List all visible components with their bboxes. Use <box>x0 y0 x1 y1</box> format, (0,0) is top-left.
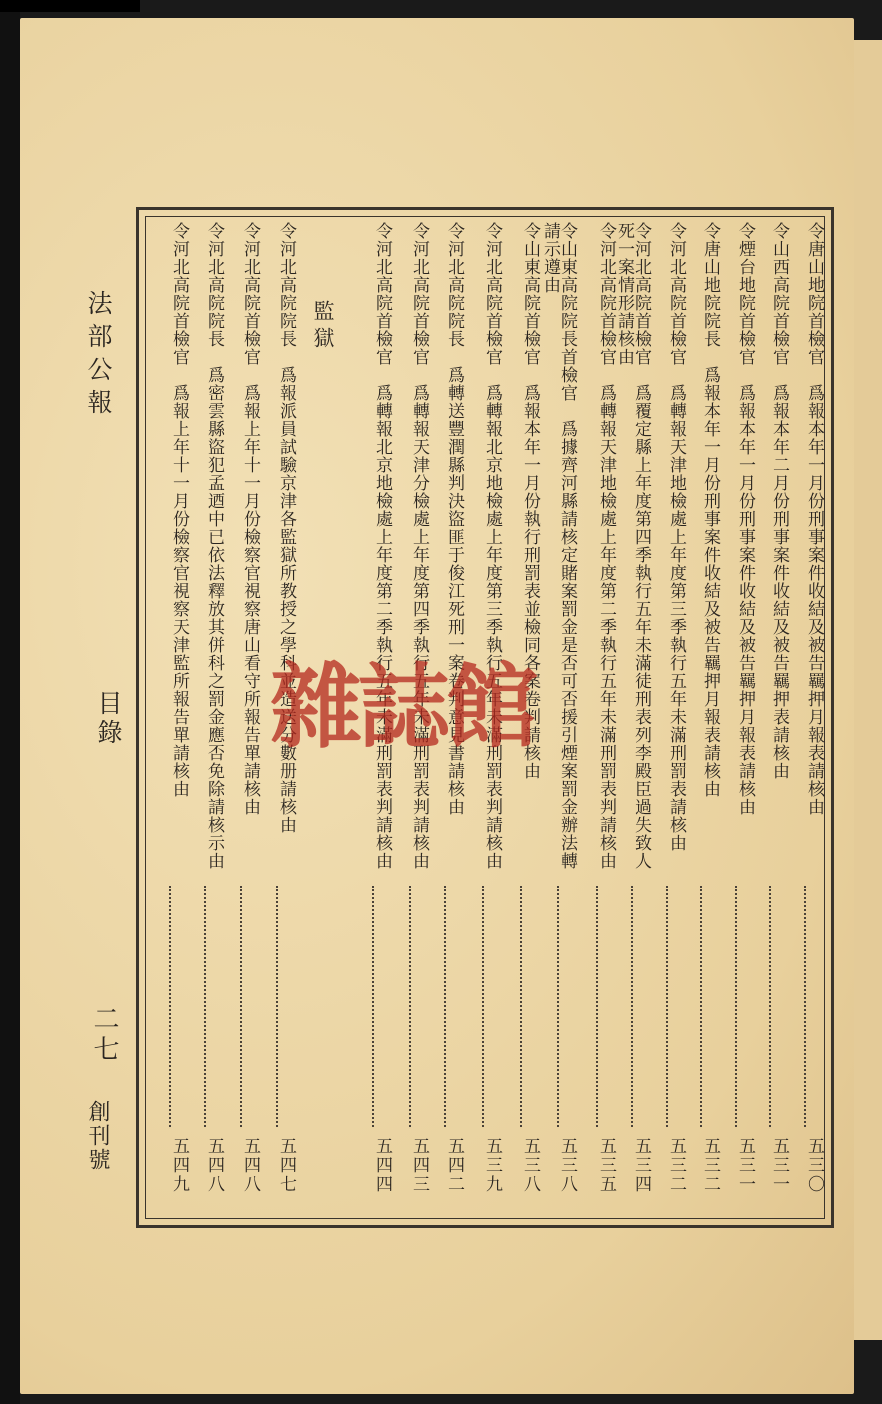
toc-entry <box>506 222 538 1202</box>
watermark-text: 雜誌館 <box>270 653 535 761</box>
toc-entry-addressee: 令山東高院院長首檢官 <box>557 222 577 402</box>
toc-entry <box>755 222 787 1202</box>
toc-entry <box>686 222 718 1202</box>
toc-page-number: 五三九 <box>482 1137 502 1194</box>
toc-entry-gap <box>482 366 502 384</box>
toc-entry <box>614 222 651 1202</box>
toc-page-number: 五三二 <box>700 1137 720 1194</box>
toc-entry-text <box>614 222 651 882</box>
toc-page-number: 五三一 <box>735 1137 755 1194</box>
toc-entry-gap <box>769 366 789 384</box>
toc-entry-gap <box>520 366 540 384</box>
toc-entry-addressee: 令河北高院首檢官 <box>631 222 651 366</box>
toc-entry-subject: 爲報本年一月份刑事案件收結及被告羈押月報表請核由 <box>700 366 720 798</box>
toc-entry-text <box>506 222 538 882</box>
toc-leader-dots <box>444 886 448 1127</box>
toc-leader-dots <box>666 886 670 1127</box>
toc-entry <box>721 222 753 1202</box>
toc-entry-gap <box>631 366 651 384</box>
toc-entry-gap <box>240 366 260 384</box>
toc-entry-subject: 爲報上年十一月份檢察官視察唐山看守所報告單請核由 <box>240 384 260 816</box>
toc-page-number: 五三八 <box>557 1137 577 1194</box>
toc-entry-text <box>721 222 753 882</box>
toc-leader-dots <box>769 886 773 1127</box>
toc-entry-subject: 爲轉報天津分檢處上年度第四季執行五年未滿刑罰表判請核由 <box>409 384 429 870</box>
toc-entry-text <box>262 222 294 882</box>
toc-entry-gap <box>557 402 577 420</box>
toc-entry-gap <box>596 366 616 384</box>
toc-entry-gap <box>804 366 824 384</box>
toc-entry <box>652 222 684 1202</box>
toc-entry <box>395 222 427 1202</box>
toc-entry-addressee: 令河北高院首檢官 <box>372 222 392 366</box>
toc-entry-subject: 爲轉送豐潤縣判決盜匪于俊江死刑一案卷判意見書請核由 <box>444 366 464 816</box>
toc-leader-dots <box>204 886 208 1127</box>
toc-entry-gap <box>204 348 224 366</box>
toc-leader-dots <box>372 886 376 1127</box>
toc-entry-subject: 爲轉報北京地檢處上年度第三季執行五年未滿刑罰表判請核由 <box>482 384 502 870</box>
toc-entry <box>262 222 294 1202</box>
toc-leader-dots <box>700 886 704 1127</box>
toc-entry-gap <box>276 348 296 366</box>
toc-entry-addressee: 令煙台地院首檢官 <box>735 222 755 366</box>
journal-title: 法部公報 <box>84 290 113 422</box>
toc-entry-subject: 爲轉報天津地檢處上年度第二季執行五年未滿刑罰表判請核由 <box>596 384 616 870</box>
toc-entry <box>190 222 222 1202</box>
toc-entry-subject: 爲報本年一月份刑事案件收結及被告羈押月報表請核由 <box>735 384 755 816</box>
toc-entry-subject: 爲報派員試驗京津各監獄所教授之學科並造送分數册請核由 <box>276 366 296 834</box>
toc-entry-text <box>468 222 500 882</box>
toc-page-number: 五三五 <box>596 1137 616 1194</box>
facing-page-edge <box>852 40 882 1340</box>
toc-page-number: 五四七 <box>276 1137 296 1194</box>
toc-entry-addressee: 令唐山地院首檢官 <box>804 222 824 366</box>
toc-entry-subject: 爲轉報天津地檢處上年度第三季執行五年未滿刑罰表請核由 <box>666 384 686 852</box>
toc-entry-gap <box>666 366 686 384</box>
toc-entry-text <box>652 222 684 882</box>
toc-page-number: 五四八 <box>204 1137 224 1194</box>
toc-entry <box>358 222 390 1202</box>
toc-page-number: 五三四 <box>631 1137 651 1194</box>
toc-leader-dots <box>596 886 600 1127</box>
toc-page-number: 五四八 <box>240 1137 260 1194</box>
toc-entry-addressee: 令河北高院首檢官 <box>482 222 502 366</box>
toc-entry <box>155 222 187 1202</box>
toc-entry-text <box>790 222 822 882</box>
toc-entry-text <box>755 222 787 882</box>
toc-entry <box>540 222 577 1202</box>
toc-entry-subject: 爲據齊河縣請核定賭案罰金是否可否援引煙案罰金辦法轉請示遵由 <box>540 222 577 870</box>
toc-entry <box>468 222 500 1202</box>
toc-leader-dots <box>557 886 561 1127</box>
toc-entry-addressee: 令山東高院首檢官 <box>520 222 540 366</box>
toc-entry-subject: 爲報本年一月份執行刑罰表並檢同各案卷判請核由 <box>520 384 540 780</box>
toc-leader-dots <box>520 886 524 1127</box>
issue-label: 創刊號 <box>85 1100 110 1172</box>
toc-entry-text <box>686 222 718 882</box>
toc-entry-addressee: 令河北高院院長 <box>276 222 296 348</box>
page-number: 二七 <box>89 1005 119 1065</box>
toc-entry <box>430 222 462 1202</box>
toc-entry-gap <box>735 366 755 384</box>
toc-page-number: 五三八 <box>520 1137 540 1194</box>
toc-entry-subject: 爲報本年二月份刑事案件收結及被告羈押表請核由 <box>769 384 789 780</box>
toc-entry-gap <box>169 366 189 384</box>
toc-entry-addressee: 令河北高院院長 <box>444 222 464 348</box>
toc-leader-dots <box>482 886 486 1127</box>
toc-entry-text <box>582 222 614 882</box>
toc-entry-addressee: 令河北高院首檢官 <box>666 222 686 366</box>
toc-leader-dots <box>169 886 173 1127</box>
toc-entry-text <box>540 222 577 882</box>
scan-edge-mark <box>0 0 140 12</box>
toc-entry-text <box>395 222 427 882</box>
toc-entry-addressee: 令河北高院院長 <box>204 222 224 348</box>
toc-entry-text <box>155 222 187 882</box>
toc-entry-subject: 爲轉報北京地檢處上年度第二季執行五年未滿刑罰表判請核由 <box>372 384 392 870</box>
toc-leader-dots <box>276 886 280 1127</box>
toc-page-number: 五三一 <box>769 1137 789 1194</box>
section-heading-prison: 監獄 <box>311 300 335 354</box>
toc-page-number: 五四九 <box>169 1137 189 1194</box>
toc-page-number: 五四二 <box>444 1137 464 1194</box>
toc-entry-text <box>430 222 462 882</box>
section-label: 目錄 <box>94 690 123 748</box>
toc-entry-addressee: 令山西高院首檢官 <box>769 222 789 366</box>
toc-entry <box>790 222 822 1202</box>
toc-entry-text <box>226 222 258 882</box>
toc-entry-subject: 爲密雲縣盜犯孟迺中已依法釋放其併科之罰金應否免除請核示由 <box>204 366 224 870</box>
toc-leader-dots <box>631 886 635 1127</box>
toc-entry-gap <box>700 348 720 366</box>
toc-entry-addressee: 令河北高院首檢官 <box>169 222 189 366</box>
toc-entry-addressee: 令河北高院首檢官 <box>240 222 260 366</box>
toc-entry-addressee: 令河北高院首檢官 <box>596 222 616 366</box>
toc-entry-subject: 爲報本年一月份刑事案件收結及被告羈押月報表請核由 <box>804 384 824 816</box>
toc-leader-dots <box>409 886 413 1127</box>
toc-entry-gap <box>409 366 429 384</box>
toc-page-number: 五四四 <box>372 1137 392 1194</box>
toc-leader-dots <box>735 886 739 1127</box>
toc-leader-dots <box>240 886 244 1127</box>
book-spine-shadow <box>0 0 20 1404</box>
toc-entry-text <box>190 222 222 882</box>
toc-entry-addressee: 令唐山地院院長 <box>700 222 720 348</box>
toc-entry-gap <box>372 366 392 384</box>
toc-page-number: 五三〇 <box>804 1137 824 1194</box>
toc-entry-gap <box>444 348 464 366</box>
toc-entry-subject: 爲報上年十一月份檢察官視察天津監所報告單請核由 <box>169 384 189 798</box>
toc-entry-addressee: 令河北高院首檢官 <box>409 222 429 366</box>
toc-entry <box>582 222 614 1202</box>
toc-entry-subject: 爲覆定縣上年度第四季執行五年未滿徒刑表列李殿臣過失致人死一案情形請核由 <box>614 222 651 870</box>
toc-leader-dots <box>804 886 808 1127</box>
toc-page-number: 五四三 <box>409 1137 429 1194</box>
toc-entry <box>226 222 258 1202</box>
toc-page-number: 五三二 <box>666 1137 686 1194</box>
toc-entry-text <box>358 222 390 882</box>
